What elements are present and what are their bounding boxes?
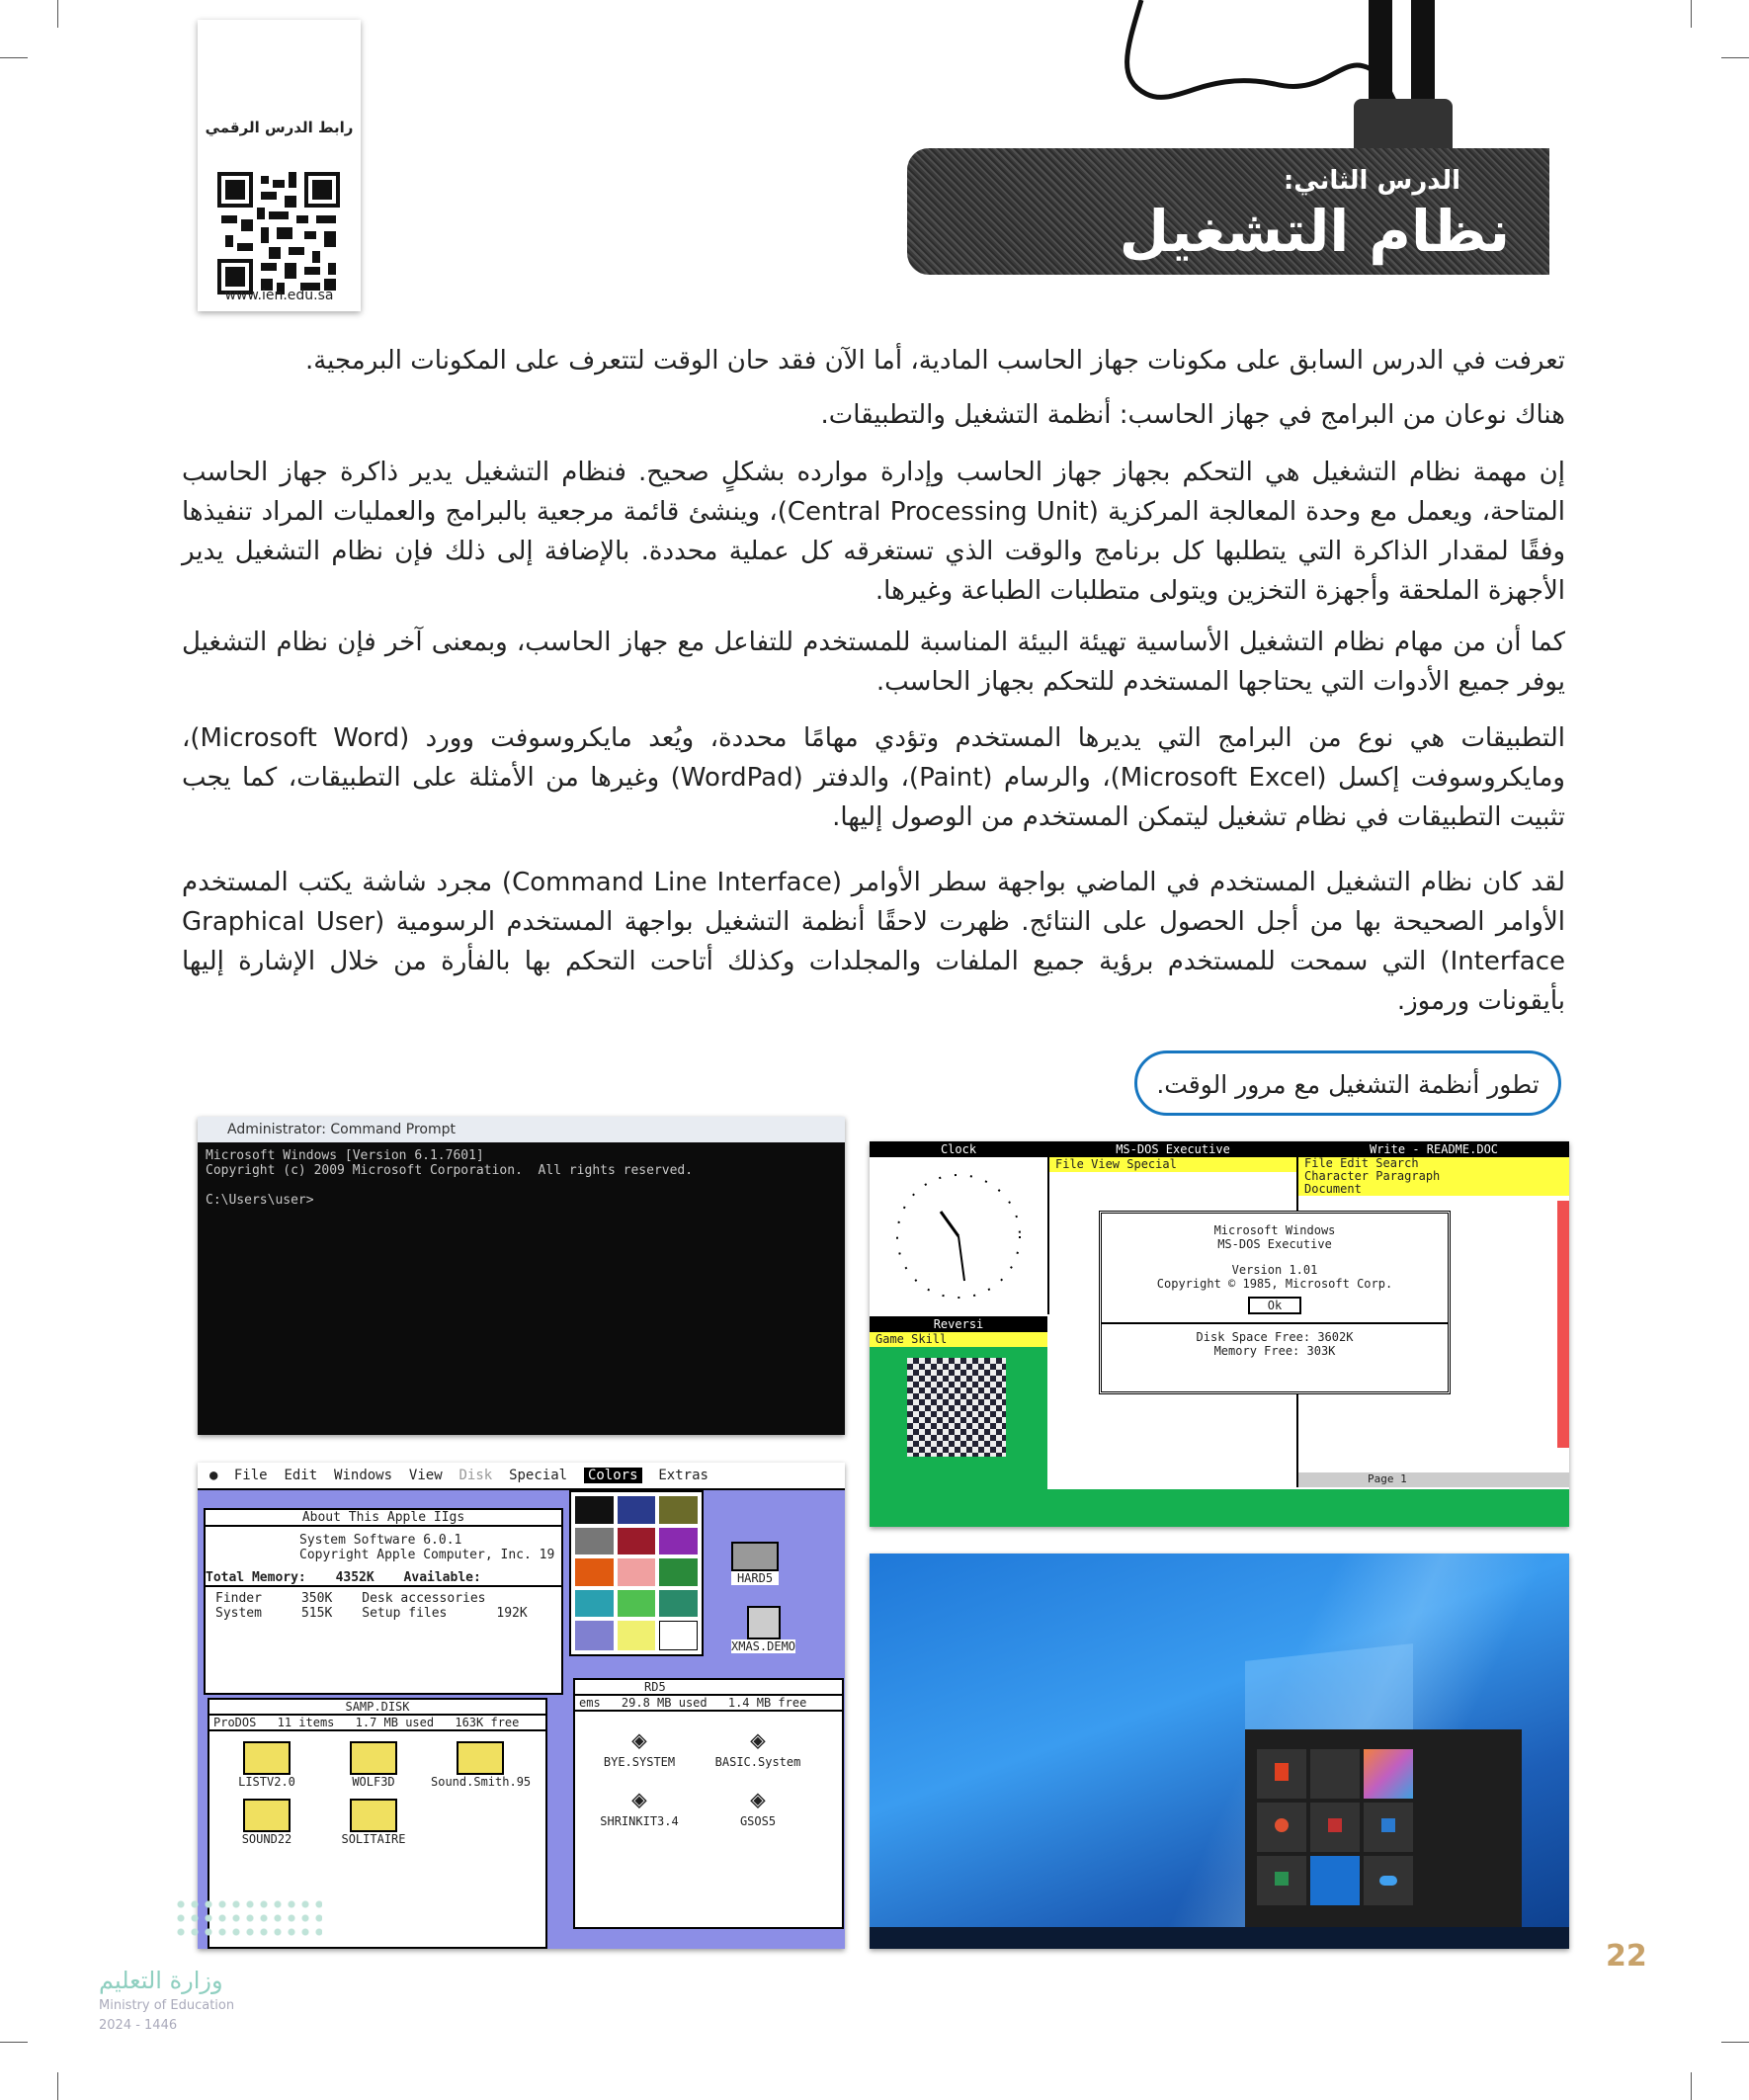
menu-disk[interactable]: Disk bbox=[458, 1468, 493, 1483]
reversi-board bbox=[907, 1358, 1006, 1457]
hard-info: 29.8 MB used bbox=[621, 1696, 708, 1710]
about-title: About This Apple IIgs bbox=[206, 1510, 561, 1527]
taskbar-green bbox=[870, 1489, 1569, 1527]
file-label[interactable]: GSOS5 bbox=[739, 1814, 777, 1828]
folder-icon[interactable] bbox=[243, 1741, 291, 1775]
mem-row-value: 192K bbox=[496, 1606, 528, 1621]
file-label[interactable]: SHRINKIT3.4 bbox=[600, 1814, 679, 1828]
outlook-tile-icon[interactable] bbox=[1364, 1803, 1413, 1852]
dos-title: MS-DOS Executive bbox=[1049, 1141, 1296, 1157]
clock-icon bbox=[870, 1157, 1047, 1314]
menu-file[interactable]: File bbox=[233, 1468, 268, 1483]
plug-illustration bbox=[1107, 0, 1462, 158]
dos-menu[interactable]: File View Special bbox=[1049, 1157, 1296, 1172]
access-tile-icon[interactable] bbox=[1310, 1803, 1360, 1852]
cmd-output: Microsoft Windows [Version 6.1.7601] Copyright (c) 2009 Microsoft Corporation. All rights reserved. C:\Users\user> bbox=[206, 1148, 694, 1208]
about-dialog bbox=[1099, 1211, 1451, 1394]
menu-colors[interactable]: Colors bbox=[584, 1468, 642, 1483]
hard-title: RD5 bbox=[575, 1680, 842, 1696]
screenshot-apple-iigs bbox=[198, 1463, 845, 1949]
ministry-name-ar: وزارة التعليم bbox=[99, 1967, 223, 1994]
screenshot-windows-1 bbox=[870, 1141, 1569, 1527]
folder-icon[interactable] bbox=[457, 1741, 504, 1775]
screenshot-windows-10 bbox=[870, 1554, 1569, 1949]
mem-row-label: Setup files bbox=[362, 1606, 448, 1621]
folder-icon[interactable] bbox=[350, 1741, 397, 1775]
mem-row-value: 515K bbox=[300, 1606, 333, 1621]
excel-tile-icon[interactable] bbox=[1257, 1856, 1306, 1905]
hard-disk-icon[interactable] bbox=[731, 1542, 779, 1571]
disk-info: ProDOS bbox=[213, 1716, 257, 1729]
file-label[interactable]: BYE.SYSTEM bbox=[603, 1755, 676, 1769]
color-palette[interactable] bbox=[569, 1490, 704, 1656]
crop-mark bbox=[1691, 0, 1692, 28]
menu-edit[interactable]: Edit bbox=[284, 1468, 318, 1483]
dialog-line: MS-DOS Executive bbox=[1217, 1237, 1332, 1251]
file-label[interactable]: SOLITAIRE bbox=[341, 1832, 406, 1846]
mem-row-label: Desk accessories bbox=[362, 1591, 486, 1606]
disk-info: 163K free bbox=[455, 1716, 520, 1729]
cmd-titlebar: Administrator: Command Prompt bbox=[198, 1117, 845, 1142]
disk-space: Disk Space Free: 3602K bbox=[1102, 1322, 1448, 1344]
total-memory-value: 4352K bbox=[335, 1570, 375, 1585]
folder-icon[interactable] bbox=[243, 1799, 291, 1832]
mail-tile-icon[interactable] bbox=[1310, 1749, 1360, 1799]
edge-tile-icon[interactable] bbox=[1310, 1856, 1360, 1905]
qr-card[interactable] bbox=[198, 20, 361, 311]
file-label[interactable]: Sound.Smith.95 bbox=[431, 1775, 532, 1789]
system-file-icon[interactable]: ◈ bbox=[750, 1785, 766, 1814]
crop-mark bbox=[57, 2072, 58, 2100]
total-memory-label: Total Memory: bbox=[206, 1570, 306, 1585]
crop-mark bbox=[1721, 2042, 1749, 2043]
memory-free: Memory Free: 303K bbox=[1213, 1344, 1336, 1358]
system-file-icon[interactable]: ◈ bbox=[750, 1725, 766, 1755]
paragraph-os-role: إن مهمة نظام التشغيل هي التحكم بجهاز جهاز الحاسب وإدارة موارده بشكلٍ صحيح. فنظام التشغيل يدير ذاكرة جهاز الحاسب المتاحة، ويعمل مع وحدة المعالجة المركزية (Central Processing Unit)، وينشئ قائمة مرجعية بالبرامج والعمليات المراد تنفيذها وفقًا لمقدار الذاكرة التي يتطلبها كل برنامج والوقت الذي تستغرقه كل عملية محددة. بالإضافة إلى ذلك فإن نظام التشغيل يدير الأجهزة الملحقة وأجهزة التخزين ويتولى متطلبات الطباعة وغيرها. bbox=[182, 458, 1566, 606]
disk-info: 11 items bbox=[277, 1716, 335, 1729]
dialog-version: Version 1.01 bbox=[1231, 1263, 1318, 1277]
write-title: Write - README.DOC bbox=[1298, 1141, 1569, 1157]
hard-info: ems bbox=[579, 1696, 601, 1710]
crop-mark bbox=[1721, 57, 1749, 58]
desktop-icon-label[interactable]: XMAS.DEMO bbox=[731, 1639, 796, 1653]
mem-row-value: 350K bbox=[300, 1591, 333, 1606]
office-tile-icon[interactable] bbox=[1257, 1749, 1306, 1799]
system-file-icon[interactable]: ◈ bbox=[631, 1785, 647, 1814]
menu-view[interactable]: View bbox=[408, 1468, 443, 1483]
qr-url[interactable]: www.ien.edu.sa bbox=[224, 288, 334, 303]
screenshot-command-prompt bbox=[198, 1117, 845, 1435]
file-label[interactable]: LISTV2.0 bbox=[238, 1775, 295, 1789]
lesson-banner bbox=[907, 148, 1549, 275]
reversi-menu[interactable]: Game Skill bbox=[870, 1332, 1047, 1347]
file-label[interactable]: WOLF3D bbox=[352, 1775, 395, 1789]
hard-info: 1.4 MB free bbox=[727, 1696, 807, 1710]
paragraph-environment: كما أن من مهام نظام التشغيل الأساسية تهيئة البيئة المناسبة للمستخدم للتفاعل مع جهاز الحاسب، وبمعنى آخر فإن نظام التشغيل يوفر جميع الأدوات التي يحتاجها المستخدم للتحكم بجهاز الحاسب. bbox=[182, 628, 1565, 697]
write-menu-2[interactable]: Character Paragraph bbox=[1304, 1169, 1441, 1183]
photos-tile-icon[interactable] bbox=[1364, 1749, 1413, 1799]
page-title: نظام التشغيل bbox=[1119, 198, 1510, 265]
page-number: 22 bbox=[1606, 1939, 1647, 1974]
mem-row-label: System bbox=[215, 1606, 262, 1621]
dialog-line: Microsoft Windows bbox=[1213, 1223, 1336, 1237]
file-label[interactable]: BASIC.System bbox=[714, 1755, 801, 1769]
ok-button[interactable]: Ok bbox=[1248, 1297, 1301, 1314]
start-menu bbox=[1245, 1729, 1522, 1927]
crop-mark bbox=[1691, 2072, 1692, 2100]
available-label: Available: bbox=[403, 1570, 481, 1585]
paragraph-types: هناك نوعان من البرامج في جهاز الحاسب: أنظمة التشغيل والتطبيقات. bbox=[820, 400, 1565, 430]
dialog-copyright: Copyright © 1985, Microsoft Corp. bbox=[1156, 1277, 1393, 1291]
apple-logo-icon[interactable]: ● bbox=[209, 1468, 218, 1483]
system-copyright: Copyright Apple Computer, Inc. 19 bbox=[299, 1548, 555, 1562]
powerpoint-tile-icon[interactable] bbox=[1257, 1803, 1306, 1852]
reversi-title: Reversi bbox=[870, 1316, 1047, 1332]
about-window bbox=[204, 1508, 563, 1695]
taskbar bbox=[870, 1927, 1569, 1949]
disk-info: 1.7 MB used bbox=[355, 1716, 435, 1729]
desktop-icon-label[interactable]: HARD5 bbox=[731, 1571, 779, 1585]
floppy-icon[interactable] bbox=[747, 1606, 781, 1639]
write-menu[interactable]: File Edit Search bbox=[1304, 1156, 1419, 1170]
apple-menubar bbox=[198, 1463, 845, 1490]
folder-icon[interactable] bbox=[350, 1799, 397, 1832]
qr-code-icon[interactable] bbox=[213, 168, 344, 298]
paragraph-applications: التطبيقات هي نوع من البرامج التي يديرها المستخدم وتؤدي مهامًا محددة، ويُعد مايكروسوفت وورد (Microsoft Word)، ومايكروسوفت إكسل (Microsoft Excel)، والرسام (Paint)، والدفتر (WordPad) وغيرها من الأمثلة على التطبيقات، كما يجب تثبيت التطبيقات في نظام تشغيل ليتمكن المستخدم من الوصول إليها. bbox=[182, 723, 1566, 832]
onedrive-tile-icon[interactable] bbox=[1364, 1856, 1413, 1905]
crop-mark bbox=[0, 2042, 28, 2043]
ministry-dots-icon bbox=[174, 1897, 322, 1937]
menu-extras[interactable]: Extras bbox=[658, 1468, 708, 1483]
crop-mark bbox=[57, 0, 58, 28]
clock-title: Clock bbox=[870, 1141, 1047, 1157]
ministry-name-en: Ministry of Education bbox=[99, 1998, 235, 2013]
mem-row-label: Finder bbox=[215, 1591, 262, 1606]
file-label[interactable]: SOUND22 bbox=[241, 1832, 292, 1846]
disk-title: SAMP.DISK bbox=[209, 1700, 545, 1716]
paragraph-interfaces: لقد كان نظام التشغيل المستخدم في الماضي بواجهة سطر الأوامر (Command Line Interface) مجرد شاشة يكتب المستخدم الأوامر الصحيحة بها من أجل الحصول على النتائج. ظهرت لاحقًا أنظمة التشغيل بواجهة المستخدم الرسومية (Graphical User Interface) التي سمحت للمستخدم برؤية جميع الملفات والمجلدات وكذلك أتاحت التحكم بها بالفأرة من خلال الإشارة إليها بأيقونات ورموز. bbox=[182, 868, 1565, 1016]
menu-special[interactable]: Special bbox=[509, 1468, 568, 1483]
write-menu-3[interactable]: Document bbox=[1304, 1182, 1362, 1196]
ministry-year: 2024 - 1446 bbox=[99, 2018, 178, 2033]
menu-windows[interactable]: Windows bbox=[334, 1468, 393, 1483]
figure-caption: تطور أنظمة التشغيل مع مرور الوقت. bbox=[1134, 1050, 1561, 1116]
system-file-icon[interactable]: ◈ bbox=[631, 1725, 647, 1755]
system-version: System Software 6.0.1 bbox=[299, 1533, 462, 1548]
lesson-number: الدرس الثاني: bbox=[1283, 166, 1460, 196]
qr-label: رابط الدرس الرقمي bbox=[205, 119, 354, 136]
crop-mark bbox=[0, 57, 28, 58]
paragraph-intro: تعرفت في الدرس السابق على مكونات جهاز الحاسب المادية، أما الآن فقد حان الوقت لتتعرف على المكونات البرمجية. bbox=[304, 346, 1565, 376]
write-status: Page 1 bbox=[1298, 1472, 1569, 1487]
hard-drive-window bbox=[573, 1678, 844, 1929]
